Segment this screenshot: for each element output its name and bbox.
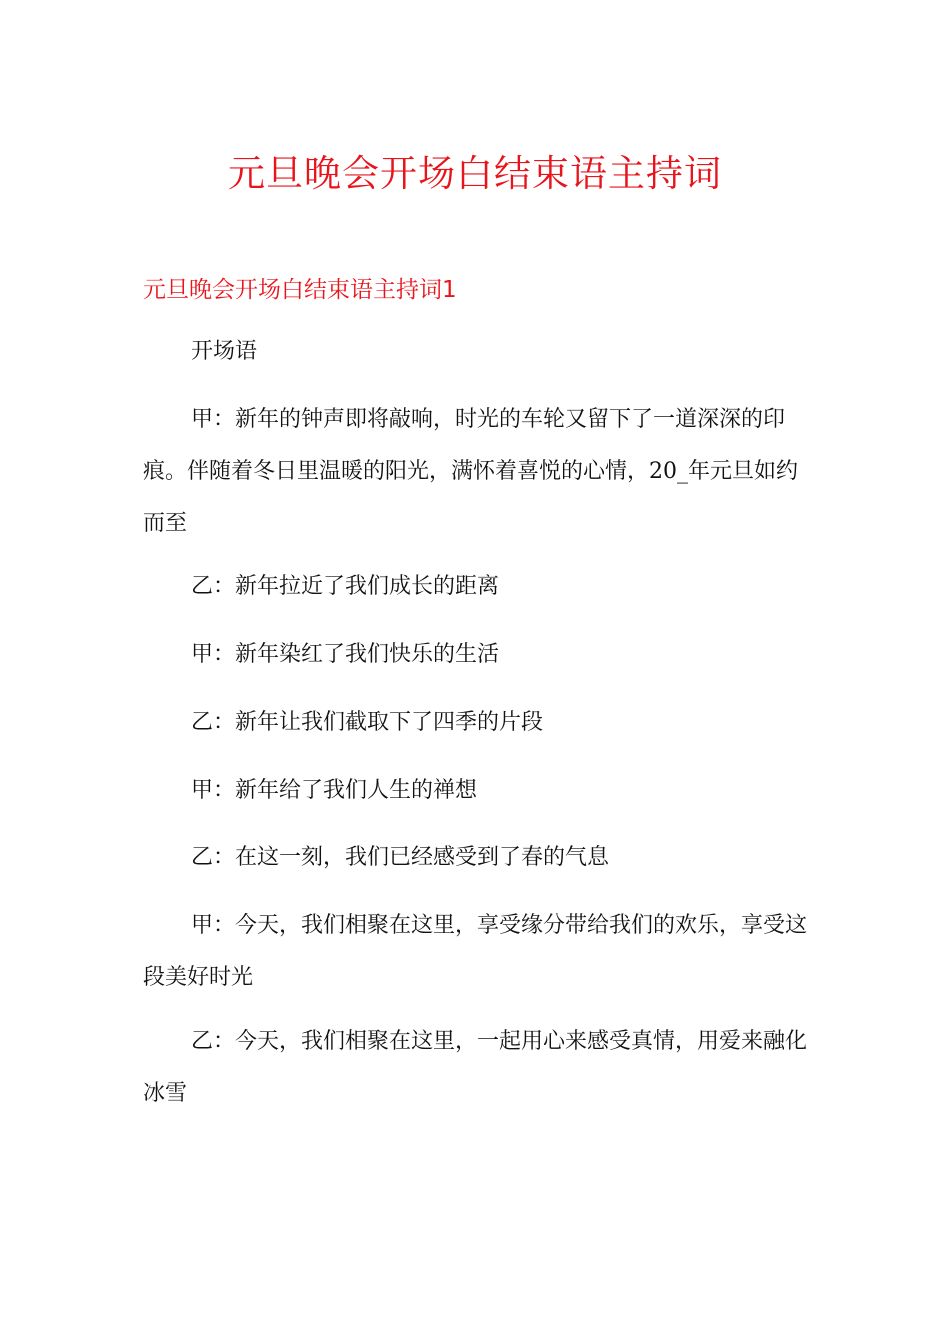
paragraph-jia-1: 甲：新年的钟声即将敲响，时光的车轮又留下了一道深深的印痕。伴随着冬日里温暖的阳光，满怀着喜悦的心情，20_年元旦如约而至 xyxy=(143,407,798,536)
document-title: 元旦晚会开场白结束语主持词 xyxy=(228,152,722,195)
paragraph-jia-3: 甲：新年给了我们人生的禅想 xyxy=(191,778,478,803)
paragraph-jia-2: 甲：新年染红了我们快乐的生活 xyxy=(191,642,500,667)
paragraph-opening-label: 开场语 xyxy=(191,339,258,364)
paragraph-yi-2: 乙：新年让我们截取下了四季的片段 xyxy=(191,710,544,735)
paragraph-jia-4: 甲：今天，我们相聚在这里，享受缘分带给我们的欢乐，享受这段美好时光 xyxy=(143,913,808,990)
paragraph-yi-3: 乙：在这一刻，我们已经感受到了春的气息 xyxy=(191,845,610,870)
paragraph-yi-1: 乙：新年拉近了我们成长的距离 xyxy=(191,574,500,599)
paragraph-yi-4: 乙：今天，我们相聚在这里，一起用心来感受真情，用爱来融化冰雪 xyxy=(143,1029,808,1106)
section-heading: 元旦晚会开场白结束语主持词1 xyxy=(143,277,457,303)
